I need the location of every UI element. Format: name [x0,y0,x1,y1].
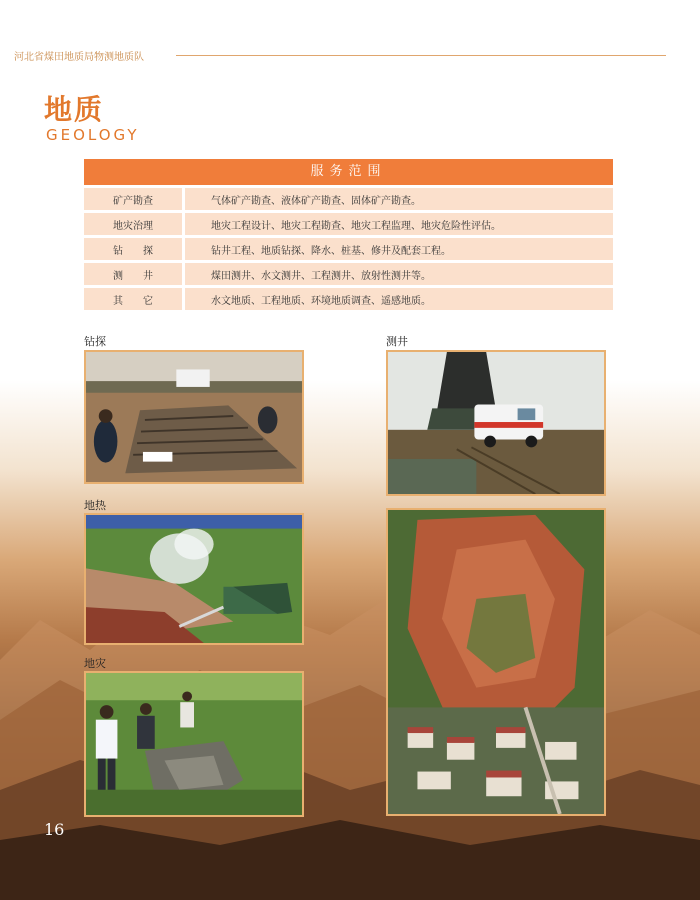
service-category: 钻 探 [84,238,182,260]
service-scope-table [84,159,613,313]
service-row [84,263,613,285]
service-description: 煤田测井、水文测井、工程测井、放射性测井等。 [185,263,613,285]
service-category: 地灾治理 [84,213,182,235]
page-title: 地质 [44,93,105,126]
service-description: 气体矿产勘查、液体矿产勘查、固体矿产勘查。 [185,188,613,210]
service-scope-heading: 服务范围 [84,159,613,185]
caption-hazard: 地灾 [84,657,106,670]
organization-name: 河北省煤田地质局物测地质队 [14,52,144,63]
service-category: 测 井 [84,263,182,285]
service-description: 地灾工程设计、地灾工程勘查、地灾工程监理、地灾危险性评估。 [185,213,613,235]
service-row [84,188,613,210]
service-row [84,288,613,310]
photo-landslide [386,508,606,816]
caption-logging: 测井 [386,335,408,348]
service-category: 其 它 [84,288,182,310]
photo-geothermal [84,513,304,645]
photo-logging [386,350,606,496]
caption-geothermal: 地热 [84,499,106,512]
header-divider [176,55,666,56]
page-subtitle: GEOLOGY [46,126,140,144]
service-description: 钻井工程、地质钻探、降水、桩基、修井及配套工程。 [185,238,613,260]
photo-hazard [84,671,304,817]
service-category: 矿产勘查 [84,188,182,210]
caption-drilling: 钻探 [84,335,106,348]
service-description: 水文地质、工程地质、环境地质调查、遥感地质。 [185,288,613,310]
service-row [84,238,613,260]
page-number: 16 [44,820,65,839]
service-row [84,213,613,235]
photo-drilling [84,350,304,484]
